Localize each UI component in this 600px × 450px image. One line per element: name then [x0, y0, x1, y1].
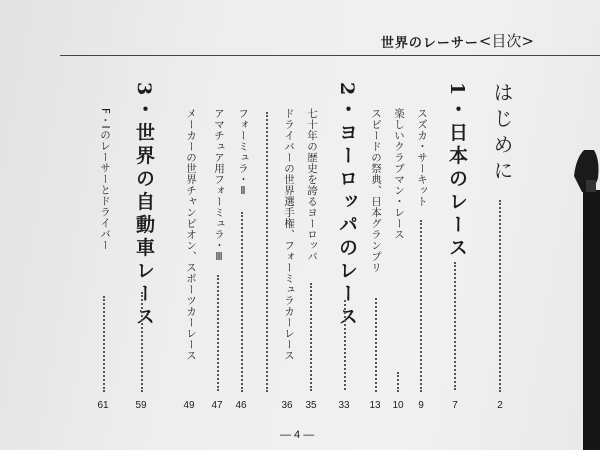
toc-item-formula-2: フォーミュラ・Ⅱ	[237, 108, 249, 198]
toc-item-sportscar: メーカーの世界チャンピオン、スポーツカーレース	[185, 108, 197, 361]
toc-page-number: 9	[418, 400, 424, 411]
toc-leader	[454, 262, 459, 390]
toc-item-world-championship: ドライバーの世界選手権、フォーミュラカーレース	[283, 108, 295, 361]
toc-leader	[241, 212, 246, 392]
toc-page-number: 10	[392, 400, 404, 411]
toc-page-number: 35	[305, 400, 317, 411]
toc-page-number: 33	[338, 400, 350, 411]
header-contents-label: <目次>	[478, 32, 534, 50]
toc-page-number: 49	[183, 400, 195, 411]
pen-image	[556, 0, 600, 450]
toc-leader	[103, 296, 108, 392]
toc-page-number: 46	[235, 400, 247, 411]
toc-page-number: 36	[281, 400, 293, 411]
toc-item-f1-racers: F・Iのレーサーとドライバー	[99, 108, 111, 251]
toc-leader	[499, 200, 504, 392]
footer-page-number: — 4 —	[280, 429, 315, 441]
toc-chapter-1: 1・日本のレース	[446, 82, 468, 261]
toc-page-number: 13	[369, 400, 381, 411]
toc-item-formula-3: アマチュア用フォーミュラ・Ⅲ	[213, 108, 225, 264]
toc-leader	[217, 275, 222, 391]
toc-page-number: 59	[135, 400, 147, 411]
header-rule	[60, 55, 600, 56]
toc-leader	[397, 372, 402, 392]
toc-item-clubman: 楽しいクラブマン・レース	[393, 108, 405, 240]
toc-leader	[266, 112, 271, 392]
toc-page-number: 2	[497, 400, 503, 411]
toc-item-suzuka: スズカ・サーキット	[416, 108, 428, 207]
toc-item-history: 七十年の歴史を誇るヨーロッパ	[306, 108, 318, 262]
toc-leader	[141, 292, 146, 392]
toc-leader	[420, 220, 425, 392]
toc-chapter-2: 2・ヨーロッパのレース	[336, 82, 358, 330]
toc-leader	[344, 300, 349, 390]
toc-entry-introduction: はじめに	[490, 82, 514, 186]
toc-page-number: 61	[97, 400, 109, 411]
toc-leader	[375, 298, 380, 392]
toc-leader	[310, 283, 315, 391]
running-header	[381, 30, 534, 51]
toc-item-grand-prix: スピードの祭典、日本グランプリ	[370, 108, 382, 273]
toc-chapter-3: 3・世界の自動車レース	[133, 82, 155, 330]
toc-page-number: 7	[452, 400, 458, 411]
header-title: 世界のレーサー	[380, 36, 479, 51]
toc-page-number: 47	[211, 400, 223, 411]
